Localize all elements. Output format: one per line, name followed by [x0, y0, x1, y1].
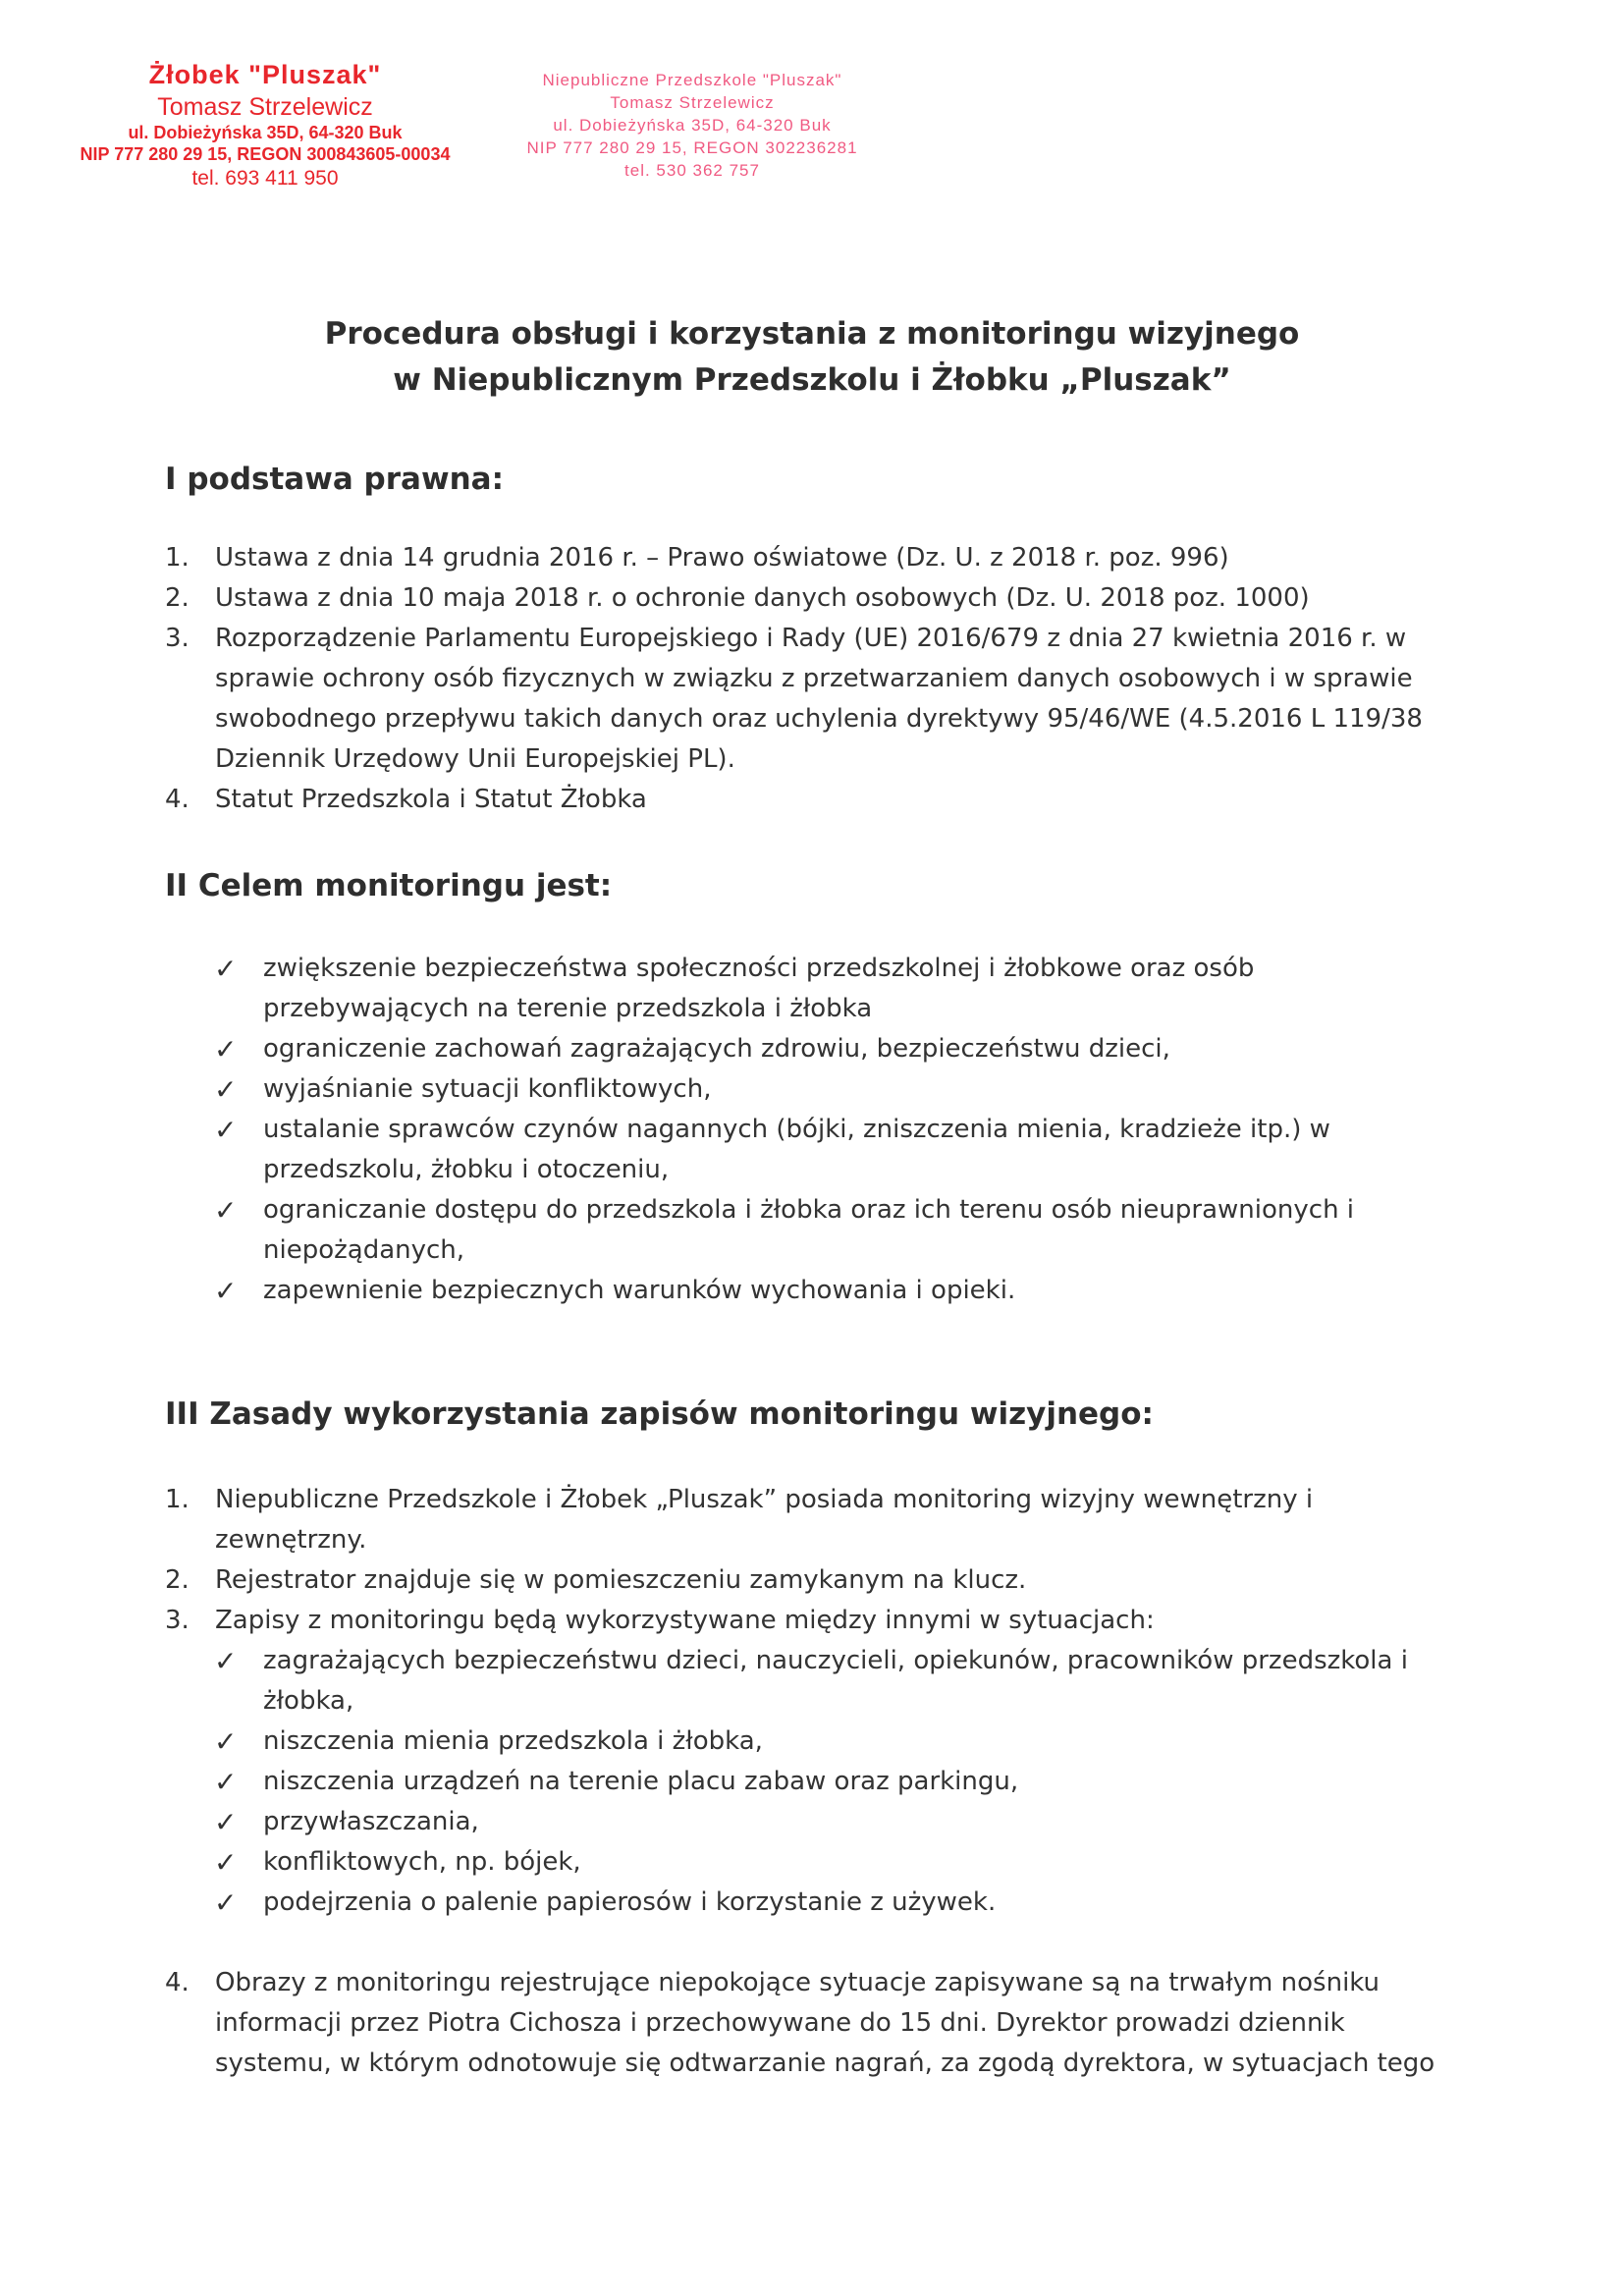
item-number: 2. — [165, 583, 189, 613]
item-text: Rozporządzenie Parlamentu Europejskiego i Rady (UE) 2016/679 z dnia 27 kwietnia 2016 r. w sprawie ochrony osób fizycznych w związku z przetwarzaniem danych osobowych i w sprawie swobodnego przepływu takich danych oraz uchylenia dyrektywy 95/46/WE (4.5.2016 L 119/38 Dziennik Urzędowy Unii Europejskiej PL). — [215, 624, 1423, 774]
stamp-title: Żłobek "Pluszak" — [148, 60, 382, 89]
check-mark-icon: ✓ — [214, 1033, 238, 1066]
item-text: podejrzenia o palenie papierosów i korzystanie z używek. — [263, 1887, 997, 1917]
item-text: przywłaszczania, — [263, 1807, 479, 1836]
check-mark-icon: ✓ — [214, 953, 238, 985]
check-mark-icon: ✓ — [214, 1275, 238, 1307]
check-mark-icon: ✓ — [214, 1645, 238, 1677]
check-mark-icon: ✓ — [214, 1194, 238, 1227]
check-mark-icon: ✓ — [214, 1806, 238, 1838]
preschool-stamp — [496, 69, 889, 182]
item-text: niszczenia mienia przedszkola i żłobka, — [263, 1726, 763, 1756]
item-text: ograniczenie zachowań zagrażających zdrowiu, bezpieczeństwu dzieci, — [263, 1034, 1170, 1064]
item-text: zapewnienie bezpiecznych warunków wychowania i opieki. — [263, 1276, 1016, 1305]
stamp-ids: NIP 777 280 29 15, REGON 302236281 — [526, 138, 858, 157]
stamp-owner: Tomasz Strzelewicz — [157, 93, 373, 121]
item-number: 3. — [165, 624, 189, 653]
section-heading-legal-basis: I podstawa prawna: — [165, 462, 504, 497]
item-text: Ustawa z dnia 10 maja 2018 r. o ochronie danych osobowych (Dz. U. 2018 poz. 1000) — [215, 583, 1310, 613]
item-text: Obrazy z monitoringu rejestrujące niepokojące sytuacje zapisywane są na trwałym nośniku informacji przez Piotra Cichosza i przechowywane do 15 dni. Dyrektor prowadzi dziennik systemu, w którym odnotowuje się odtwarzanie nagrań, za zgodą dyrektora, w sytuacjach tego — [215, 1968, 1435, 2078]
item-text: niszczenia urządzeń na terenie placu zabaw oraz parkingu, — [263, 1767, 1019, 1796]
item-text: zagrażających bezpieczeństwu dzieci, nauczycieli, opiekunów, pracowników przedszkola i żłobka, — [263, 1646, 1408, 1716]
item-text: wyjaśnianie sytuacji konfliktowych, — [263, 1074, 712, 1104]
check-mark-icon: ✓ — [214, 1766, 238, 1798]
section-heading-rules: III Zasady wykorzystania zapisów monitoringu wizyjnego: — [165, 1396, 1154, 1432]
stamp-ids: NIP 777 280 29 15, REGON 300843605-00034 — [80, 144, 451, 164]
section-heading-purpose: II Celem monitoringu jest: — [165, 868, 613, 903]
stamp-address: ul. Dobieżyńska 35D, 64-320 Buk — [553, 116, 832, 135]
check-mark-icon: ✓ — [214, 1073, 238, 1106]
check-mark-icon: ✓ — [214, 1114, 238, 1146]
stamp-address: ul. Dobieżyńska 35D, 64-320 Buk — [128, 123, 403, 142]
item-text: Ustawa z dnia 14 grudnia 2016 r. – Prawo oświatowe (Dz. U. z 2018 r. poz. 996) — [215, 543, 1229, 573]
item-number: 1. — [165, 1485, 189, 1514]
stamp-phone: tel. 693 411 950 — [191, 167, 339, 190]
item-number: 3. — [165, 1606, 189, 1635]
stamp-title: Niepubliczne Przedszkole "Pluszak" — [542, 71, 842, 89]
check-mark-icon: ✓ — [214, 1886, 238, 1919]
item-text: zwiększenie bezpieczeństwa społeczności przedszkolnej i żłobkowe oraz osób przebywających na terenie przedszkola i żłobka — [263, 954, 1255, 1023]
item-number: 4. — [165, 785, 189, 814]
nursery-stamp — [59, 57, 471, 191]
check-mark-icon: ✓ — [214, 1846, 238, 1879]
item-text: Niepubliczne Przedszkole i Żłobek „Pluszak” posiada monitoring wizyjny wewnętrzny i zewnętrzny. — [215, 1485, 1314, 1555]
item-text: Rejestrator znajduje się w pomieszczeniu zamykanym na klucz. — [215, 1565, 1027, 1595]
item-text: ustalanie sprawców czynów nagannych (bójki, zniszczenia mienia, kradzieże itp.) w przedszkolu, żłobku i otoczeniu, — [263, 1115, 1330, 1184]
item-text: ograniczanie dostępu do przedszkola i żłobka oraz ich terenu osób nieuprawnionych i niepożądanych, — [263, 1195, 1355, 1265]
item-number: 4. — [165, 1968, 189, 1997]
item-text: konfliktowych, np. bójek, — [263, 1847, 581, 1877]
item-number: 1. — [165, 543, 189, 573]
item-number: 2. — [165, 1565, 189, 1595]
document-title-line-2: w Niepublicznym Przedszkolu i Żłobku „Pluszak” — [393, 362, 1231, 398]
item-text: Statut Przedszkola i Statut Żłobka — [215, 785, 647, 814]
check-mark-icon: ✓ — [214, 1725, 238, 1758]
document-title-line-1: Procedura obsługi i korzystania z monitoringu wizyjnego — [324, 316, 1300, 352]
item-text: Zapisy z monitoringu będą wykorzystywane między innymi w sytuacjach: — [215, 1606, 1155, 1635]
stamp-owner: Tomasz Strzelewicz — [610, 93, 775, 112]
stamp-phone: tel. 530 362 757 — [624, 161, 760, 180]
